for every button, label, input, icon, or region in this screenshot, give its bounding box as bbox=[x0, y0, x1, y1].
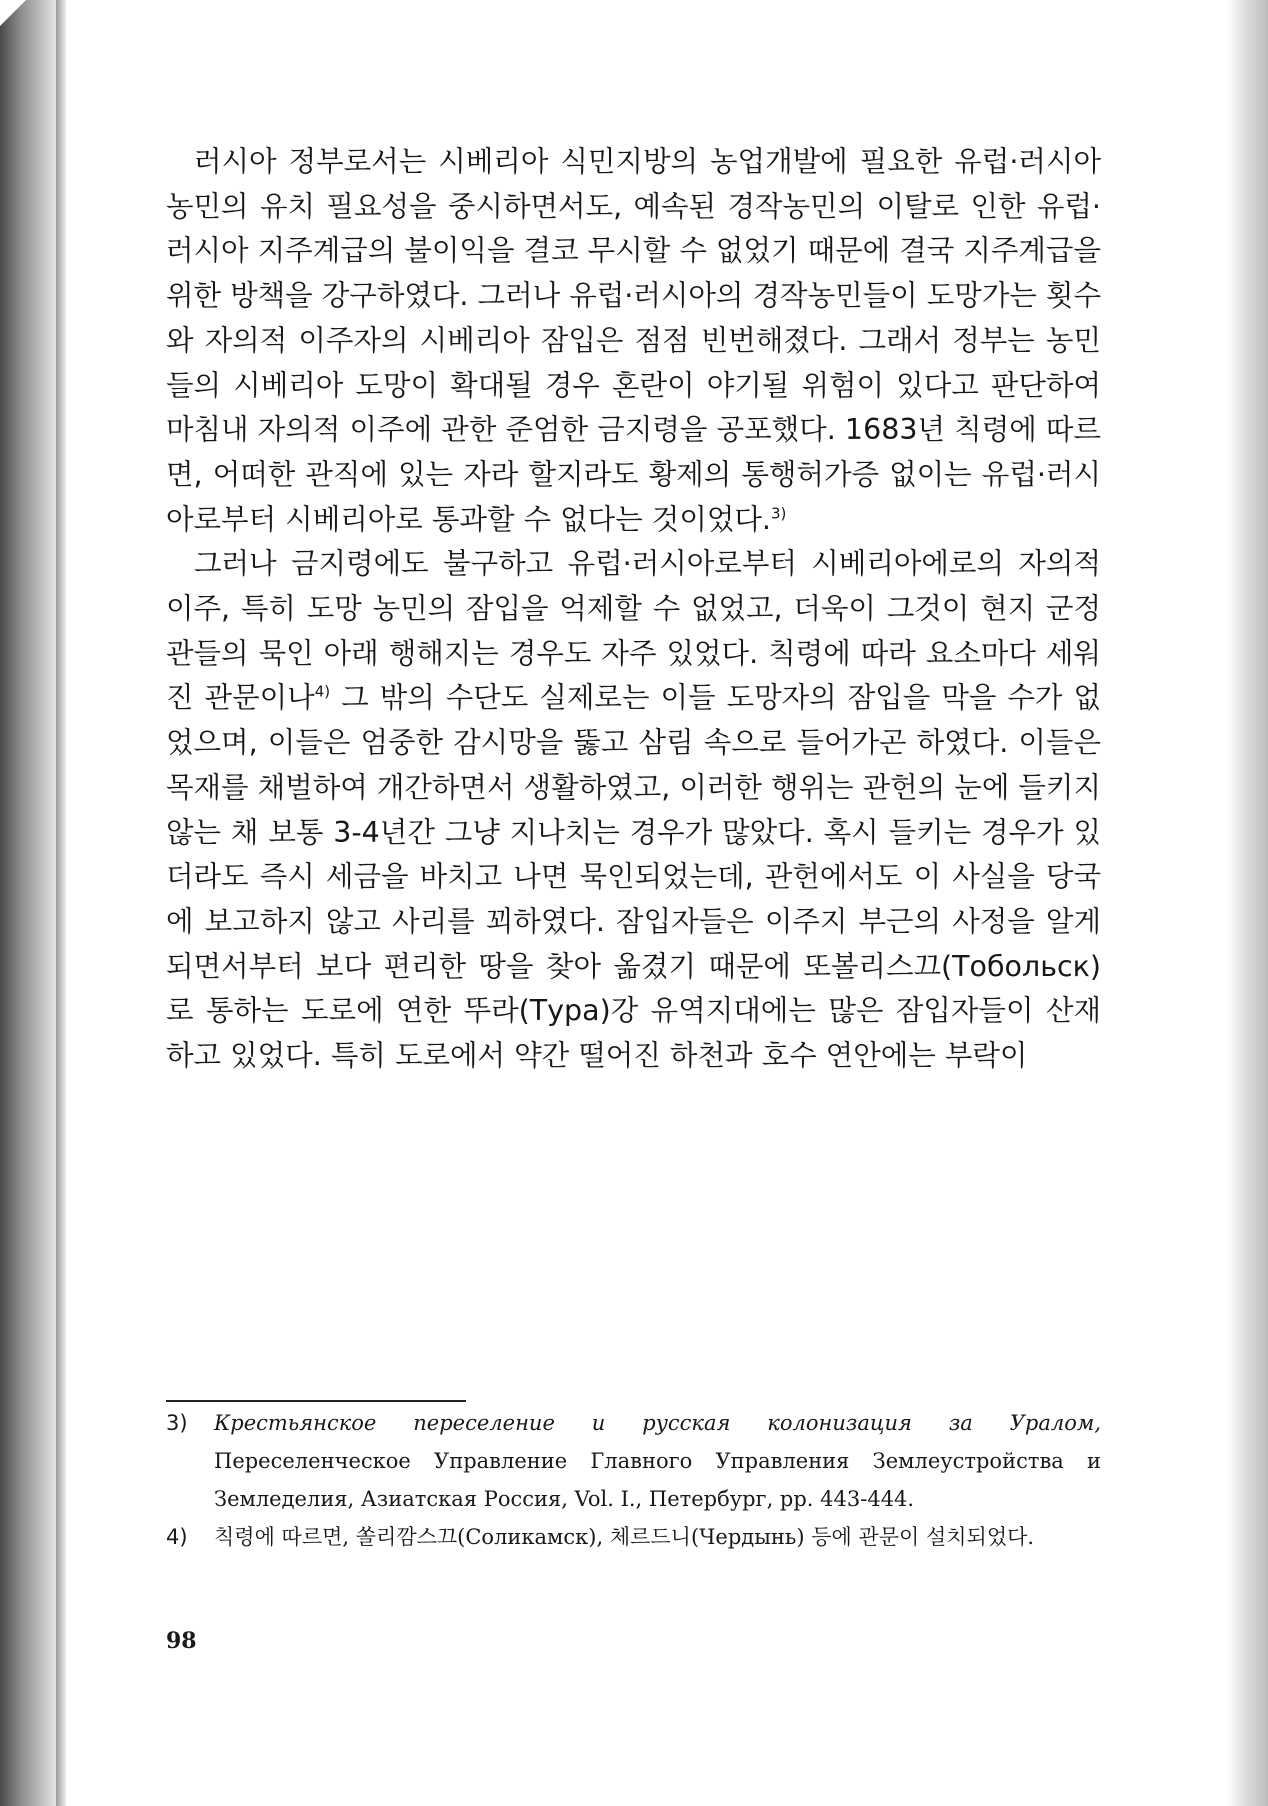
footnote-number: 3) bbox=[166, 1411, 188, 1435]
footnote-4 bbox=[166, 1518, 1101, 1556]
footnote-3 bbox=[166, 1404, 1101, 1518]
paragraph-1 bbox=[166, 140, 1101, 542]
footnote-number: 4) bbox=[166, 1525, 188, 1549]
paragraph-2-text-b: 그 밖의 수단도 실제로는 이들 도망자의 잠입을 막을 수가 없었으며, 이들은 엄중한 감시망을 뚫고 삼림 속으로 들어가곤 하였다. 이들은 목재를 채벌하여 개간하면서 생활하였고, 이러한 행위는 관헌의 눈에 들키지 않는 채 보통 3-4년간 그냥 지나치는 경우가 많았다. 혹시 들키는 경우가 있더라도 즉시 세금을 바치고 나면 묵인되었는데, 관헌에서도 이 사실을 당국에 보고하지 않고 사리를 꾀하였다. 잠입자들은 이주지 부근의 사정을 알게 되면서부터 보다 편리한 땅을 찾아 옮겼기 때문에 또볼리스끄(Тобольск)로 통하는 도로에 연한 뚜라(Тура)강 유역지대에는 많은 잠입자들이 산재하고 있었다. 특히 도로에서 약간 떨어진 하천과 호수 연안에는 부락이 bbox=[166, 681, 1102, 1073]
footnote-title: Крестьянское переселение и русская колонизация за Уралом, bbox=[214, 1411, 1101, 1435]
paragraph-2 bbox=[166, 542, 1101, 1078]
paragraph-2-text-a: 그러나 금지령에도 불구하고 유럽·러시아로부터 시베리아에로의 자의적 이주, 특히 도망 농민의 잠입을 억제할 수 없었고, 더욱이 그것이 현지 군정관들의 묵인 아래 행해지는 경우도 자주 있었다. 칙령에 따라 요소마다 세워진 관문이나 bbox=[166, 547, 1101, 715]
page-number: 98 bbox=[166, 1628, 197, 1654]
footnote-text: Переселенческое Управление Главного Управления Землеустройства и Земледелия, Азиатская Россия, Vol. I., Петербург, pp. 443-444. bbox=[214, 1449, 1101, 1511]
paragraph-1-text: 러시아 정부로서는 시베리아 식민지방의 농업개발에 필요한 유럽·러시아 농민의 유치 필요성을 중시하면서도, 예속된 경작농민의 이탈로 인한 유럽·러시아 지주계급의 불이익을 결코 무시할 수 없었기 때문에 결국 지주계급을 위한 방책을 강구하였다. 그러나 유럽·러시아의 경작농민들이 도망가는 횟수와 자의적 이주자의 시베리아 잠입은 점점 빈번해졌다. 그래서 정부는 농민들의 시베리아 도망이 확대될 경우 혼란이 야기될 위험이 있다고 판단하여 마침내 자의적 이주에 관한 준엄한 금지령을 공포했다. 1683년 칙령에 따르면, 어떠한 관직에 있는 자라 할지라도 황제의 통행허가증 없이는 유럽·러시아로부터 시베리아로 통과할 수 없다는 것이었다. bbox=[166, 145, 1101, 536]
footnote-divider bbox=[166, 1400, 466, 1402]
page-corner bbox=[0, 0, 26, 26]
main-text bbox=[166, 140, 1101, 1079]
footnote-text: 칙령에 따르면, 쏠리깜스끄(Соликамск), 체르드니(Чердынь) 등에 관문이 설치되었다. bbox=[214, 1525, 1035, 1549]
right-edge-shadow bbox=[1226, 0, 1268, 1806]
footnote-ref-3[interactable]: 3) bbox=[770, 504, 787, 523]
page-edge bbox=[56, 0, 66, 1806]
footnotes bbox=[166, 1404, 1101, 1556]
footnote-ref-4[interactable]: 4) bbox=[314, 682, 331, 701]
